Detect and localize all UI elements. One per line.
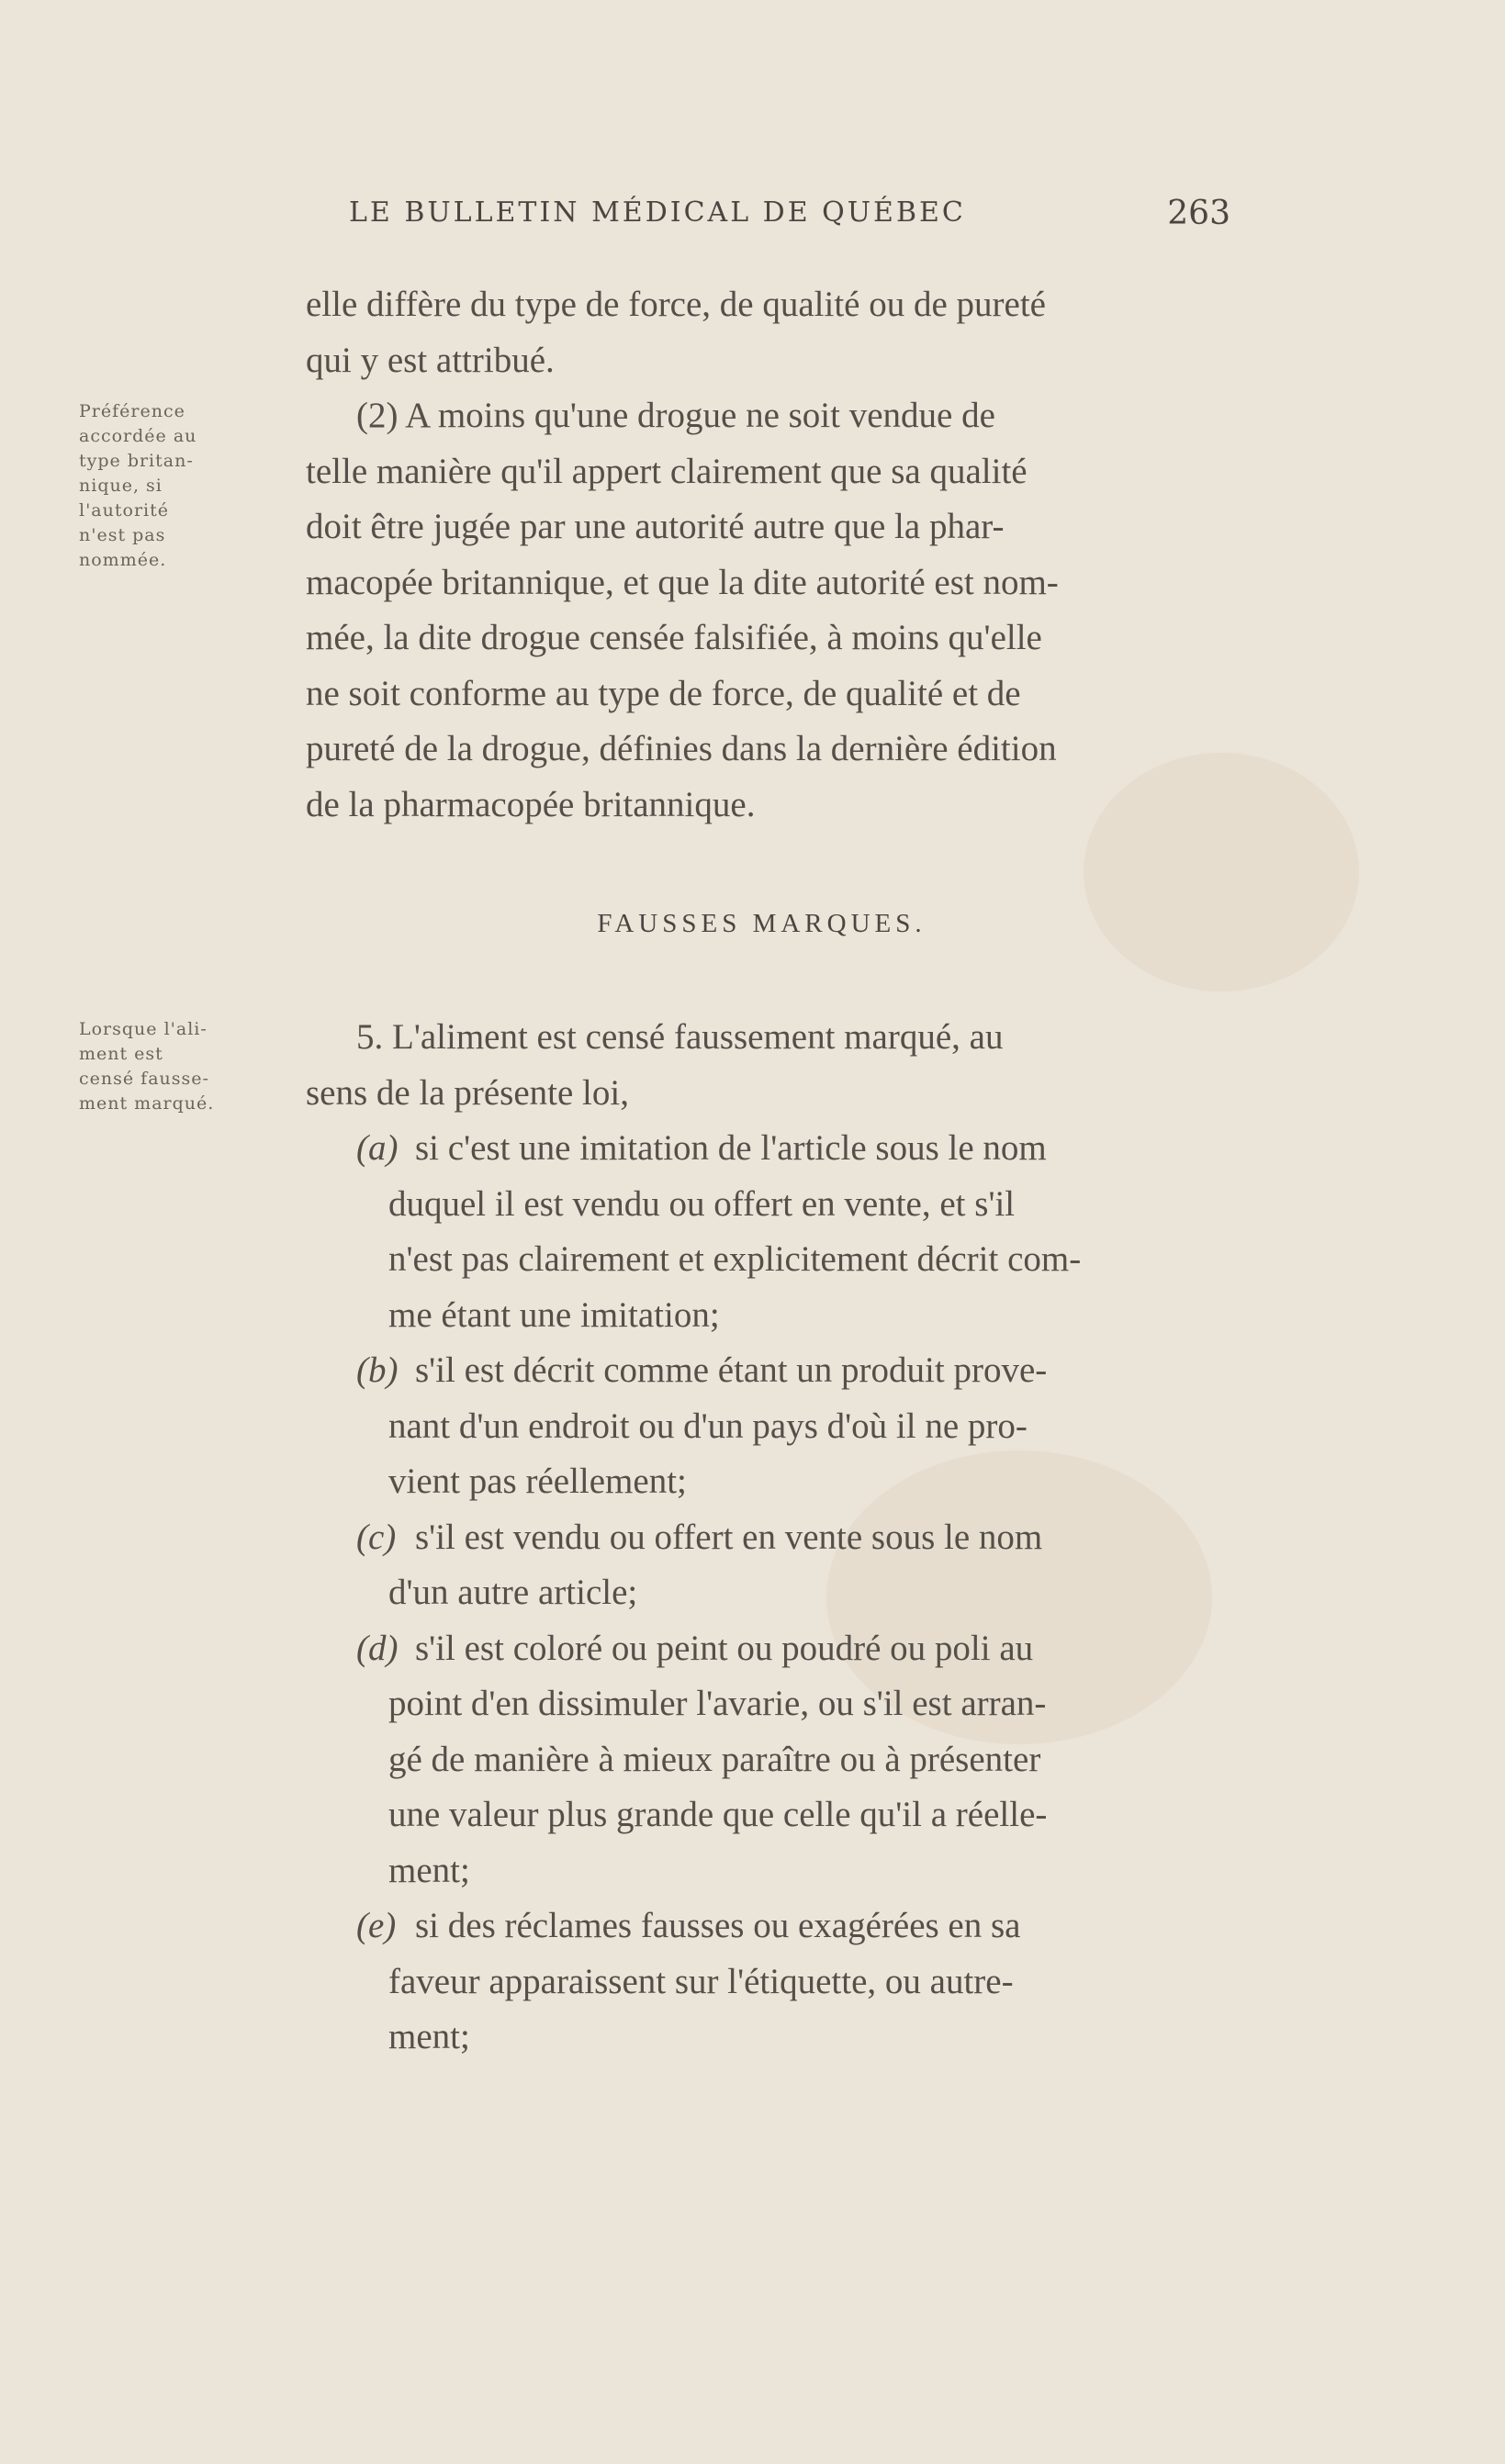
text-line — [306, 1621, 1224, 1677]
text-line: vient pas réellement; — [388, 1462, 687, 1501]
item-label: (c) — [356, 1517, 397, 1557]
item-text: s'il est coloré ou peint ou poudré ou poli au — [415, 1628, 1034, 1668]
text-line: ment; — [388, 1850, 470, 1890]
list-item-e — [306, 1898, 1224, 2066]
section-heading: FAUSSES MARQUES. — [597, 909, 927, 938]
margin-note-line: nique, si — [79, 476, 163, 496]
item-text: si c'est une imitation de l'article sous le nom — [415, 1128, 1047, 1168]
text-line: elle diffère du type de force, de qualité ou de pureté — [306, 285, 1046, 324]
list-item-a — [306, 1121, 1224, 1343]
text-line: n'est pas clairement et explicitement décrit com- — [388, 1239, 1082, 1279]
text-line: 5. L'aliment est censé faussement marqué, au — [356, 1017, 1004, 1057]
text-line: gé de manière à mieux paraître ou à présenter — [388, 1739, 1041, 1779]
margin-note-line: Lorsque l'ali- — [79, 1019, 208, 1039]
text-line: sens de la présente loi, — [306, 1072, 629, 1113]
item-text: s'il est décrit comme étant un produit prove- — [415, 1350, 1048, 1390]
margin-note-line: n'est pas — [79, 525, 166, 545]
margin-note-line: censé fausse- — [79, 1069, 209, 1089]
item-label: (e) — [356, 1906, 397, 1945]
text-line: (2) A moins qu'une drogue ne soit vendue de — [356, 396, 995, 435]
text-line: pureté de la drogue, définies dans la dernière édition — [306, 729, 1057, 768]
margin-note-line: ment est — [79, 1044, 163, 1064]
item-label: (b) — [356, 1350, 399, 1390]
margin-note-line: nommée. — [79, 550, 167, 570]
item-text: s'il est vendu ou offert en vente sous le nom — [415, 1517, 1043, 1557]
text-line: duquel il est vendu ou offert en vente, et s'il — [388, 1183, 1016, 1224]
item-text: si des réclames fausses ou exagérées en sa — [415, 1906, 1021, 1945]
text-block-upper — [306, 277, 1224, 833]
margin-note-false-marking — [79, 1017, 253, 1116]
text-block-section-5 — [306, 1010, 1224, 2066]
item-label: (d) — [356, 1628, 399, 1668]
text-line — [306, 1510, 1224, 1566]
text-line: nant d'un endroit ou d'un pays d'où il ne pro- — [388, 1406, 1028, 1446]
text-line: une valeur plus grande que celle qu'il a réelle- — [388, 1795, 1048, 1834]
text-line: qui y est attribué. — [306, 340, 555, 380]
margin-note-line: accordée au — [79, 426, 197, 446]
text-line — [306, 1121, 1224, 1177]
page-number: 263 — [1167, 195, 1230, 232]
list-item-c — [306, 1510, 1224, 1621]
margin-note-preference — [79, 399, 253, 573]
text-line — [306, 1898, 1224, 1954]
text-line: d'un autre article; — [388, 1573, 638, 1612]
list-item-b — [306, 1343, 1224, 1510]
text-line: point d'en dissimuler l'avarie, ou s'il est arran- — [388, 1684, 1047, 1723]
text-line: macopée britannique, et que la dite autorité est nom- — [306, 562, 1059, 602]
text-line: telle manière qu'il appert clairement que sa qualité — [306, 451, 1028, 491]
running-header — [349, 195, 1230, 235]
list-item-d — [306, 1621, 1224, 1899]
text-line: ment; — [388, 2017, 470, 2056]
text-line: me étant une imitation; — [388, 1294, 720, 1335]
text-line: de la pharmacopée britannique. — [306, 784, 756, 824]
margin-note-line: ment marqué. — [79, 1093, 215, 1114]
text-line: mée, la dite drogue censée falsifiée, à moins qu'elle — [306, 618, 1042, 657]
text-line: ne soit conforme au type de force, de qualité et de — [306, 673, 1021, 713]
text-line — [306, 1343, 1224, 1399]
journal-title: LE BULLETIN MÉDICAL DE QUÉBEC — [349, 196, 966, 229]
item-label: (a) — [356, 1128, 399, 1168]
margin-note-line: Préférence — [79, 401, 185, 421]
text-line: faveur apparaissent sur l'étiquette, ou autre- — [388, 1961, 1014, 2001]
margin-note-line: type britan- — [79, 451, 194, 471]
text-line: doit être jugée par une autorité autre que la phar- — [306, 507, 1005, 546]
margin-note-line: l'autorité — [79, 500, 169, 521]
